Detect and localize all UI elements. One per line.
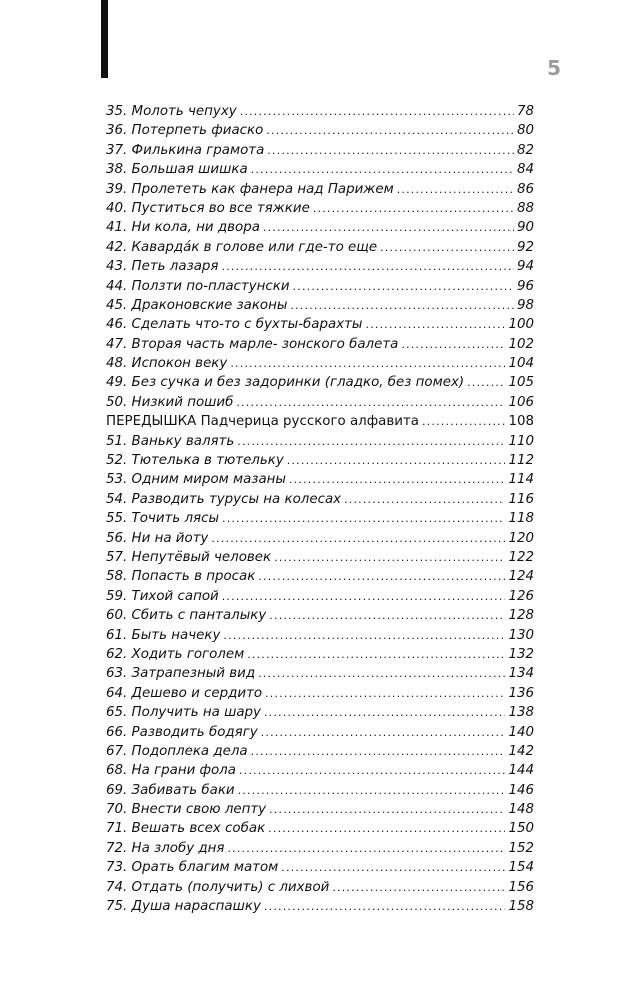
toc-entry-page: 104 <box>508 356 534 372</box>
toc-entry-page: 108 <box>508 414 534 430</box>
toc-entry <box>106 645 534 664</box>
dot-leader <box>264 703 505 722</box>
toc-entry-title: 46. Сделать что-то с бухты-барахты <box>106 317 363 333</box>
toc-entry-page: 122 <box>508 549 534 565</box>
dot-leader <box>332 878 505 897</box>
toc-entry-page: 150 <box>508 821 534 837</box>
toc-entry-page: 148 <box>508 802 534 818</box>
toc-entry-page: 105 <box>508 375 534 391</box>
toc-entry <box>106 315 534 334</box>
toc-entry-page: 120 <box>508 530 534 546</box>
dot-leader <box>293 277 514 296</box>
toc-entry-title: 69. Забивать баки <box>106 782 235 798</box>
dot-leader <box>251 160 514 179</box>
toc-entry-title: 37. Филькина грамота <box>106 142 265 158</box>
toc-entry-title: 70. Внести свою лепту <box>106 802 267 818</box>
toc-entry-title: 36. Потерпеть фиаско <box>106 123 264 139</box>
toc-entry <box>106 509 534 528</box>
dot-leader <box>281 858 505 877</box>
dot-leader <box>313 199 514 218</box>
toc-entry-page: 116 <box>508 491 534 507</box>
toc-entry-title: 44. Ползти по-пластунски <box>106 278 290 294</box>
dot-leader <box>263 218 514 237</box>
toc-entry-title: 75. Душа нараспашку <box>106 899 261 915</box>
toc-entry-page: 140 <box>508 724 534 740</box>
toc-entry <box>106 684 534 703</box>
toc-entry <box>106 121 534 140</box>
dot-leader <box>289 470 505 489</box>
dot-leader <box>422 412 505 431</box>
toc-entry <box>106 451 534 470</box>
toc-entry <box>106 218 534 237</box>
toc-entry <box>106 180 534 199</box>
toc-entry-page: 158 <box>508 899 534 915</box>
dot-leader <box>467 373 505 392</box>
toc-entry-page: 78 <box>516 104 534 119</box>
toc-entry-title: 41. Ни кола, ни двора <box>106 220 260 236</box>
toc-entry-title: 47. Вторая часть марле- зонского балета <box>106 336 399 352</box>
toc-entry-title: 61. Быть начеку <box>106 627 221 643</box>
dot-leader <box>227 839 505 858</box>
toc-entry-title: 68. На грани фола <box>106 763 236 779</box>
toc-entry-page: 146 <box>508 782 534 798</box>
toc-entry <box>106 335 534 354</box>
toc-entry-page: 100 <box>508 317 534 333</box>
dot-leader <box>230 354 505 373</box>
toc-entry <box>106 432 534 451</box>
toc-entry-page: 84 <box>516 162 534 178</box>
toc-entry-title: 48. Испокон веку <box>106 356 228 372</box>
toc-entry-page: 132 <box>508 646 534 662</box>
toc-entry <box>106 664 534 683</box>
dot-leader <box>222 509 505 528</box>
toc-entry-page: 138 <box>508 705 534 721</box>
toc-entry-page: 110 <box>508 433 534 449</box>
toc-entry-title: 64. Дешево и сердито <box>106 685 263 701</box>
toc-entry <box>106 470 534 489</box>
toc-entry-title: 43. Петь лазаря <box>106 259 219 275</box>
toc-entry-page: 102 <box>508 336 534 352</box>
toc-entry <box>106 819 534 838</box>
toc-entry <box>106 897 534 916</box>
toc-entry-title: 66. Разводить бодягу <box>106 724 258 740</box>
toc-entry <box>106 839 534 858</box>
toc-entry-page: 128 <box>508 608 534 624</box>
page-number: 5 <box>547 56 561 80</box>
toc-entry-title: 57. Непутёвый человек <box>106 549 272 565</box>
toc-entry-page: 118 <box>508 511 534 527</box>
dot-leader <box>397 180 514 199</box>
toc-entry <box>106 858 534 877</box>
toc-entry-page: 86 <box>516 181 534 197</box>
dot-leader <box>236 393 505 412</box>
toc-entry-page: 106 <box>508 394 534 410</box>
toc-entry-page: 154 <box>508 860 534 876</box>
toc-entry-title: 60. Сбить с панталыку <box>106 608 267 624</box>
toc-entry-title: 54. Разводить турусы на колесах <box>106 491 342 507</box>
toc-entry <box>106 490 534 509</box>
toc-entry-page: 152 <box>508 840 534 856</box>
toc-entry-page: 92 <box>516 239 534 255</box>
dot-leader <box>247 645 505 664</box>
toc-entry <box>106 723 534 742</box>
toc-entry <box>106 296 534 315</box>
toc-entry-page: 136 <box>508 685 534 701</box>
toc-entry-title: 45. Драконовские законы <box>106 297 288 313</box>
toc-entry <box>106 238 534 257</box>
dot-leader <box>287 451 506 470</box>
toc-entry <box>106 800 534 819</box>
toc-entry-title: 39. Пролететь как фанера над Парижем <box>106 181 394 197</box>
toc-entry-title: 51. Ваньку валять <box>106 433 235 449</box>
toc-entry <box>106 781 534 800</box>
table-of-contents <box>106 102 534 916</box>
toc-entry-title: 74. Отдать (получить) с лихвой <box>106 879 330 895</box>
toc-entry-title: 40. Пуститься во все тяжкие <box>106 200 310 216</box>
toc-entry-title: 67. Подоплека дела <box>106 743 248 759</box>
toc-entry <box>106 277 534 296</box>
toc-entry-title: 55. Точить лясы <box>106 511 220 527</box>
dot-leader <box>221 257 513 276</box>
toc-entry-page: 112 <box>508 453 534 469</box>
toc-entry-title: 35. Молоть чепуху <box>106 104 237 119</box>
dot-leader <box>267 141 514 160</box>
toc-entry-page: 156 <box>508 879 534 895</box>
dot-leader <box>222 587 506 606</box>
toc-entry <box>106 373 534 392</box>
toc-entry-title: 56. Ни на йоту <box>106 530 209 546</box>
toc-entry-title: 52. Тютелька в тютельку <box>106 453 284 469</box>
dot-leader <box>223 626 505 645</box>
toc-entry-page: 88 <box>516 200 534 216</box>
toc-entry-page: 144 <box>508 763 534 779</box>
toc-entry-title: 38. Большая шишка <box>106 162 248 178</box>
dot-leader <box>344 490 505 509</box>
toc-entry-page: 96 <box>516 278 534 294</box>
dot-leader <box>261 723 506 742</box>
toc-entry <box>106 199 534 218</box>
toc-entry-page: 126 <box>508 588 534 604</box>
toc-entry-title: 73. Орать благим матом <box>106 860 279 876</box>
toc-entry-title: 50. Низкий пошиб <box>106 394 234 410</box>
dot-leader <box>237 432 505 451</box>
toc-entry <box>106 160 534 179</box>
toc-entry-title: 58. Попасть в просак <box>106 569 256 585</box>
toc-entry-title: 62. Ходить гоголем <box>106 646 245 662</box>
dot-leader <box>238 781 506 800</box>
side-bar <box>101 0 108 78</box>
toc-entry-title: 42. Кавардáк в голове или где-то еще <box>106 239 378 255</box>
toc-entry-title: 71. Вешать всех собак <box>106 821 266 837</box>
toc-entry <box>106 393 534 412</box>
toc-entry-title: 63. Затрапезный вид <box>106 666 256 682</box>
toc-entry <box>106 761 534 780</box>
dot-leader <box>269 800 505 819</box>
toc-entry <box>106 703 534 722</box>
dot-leader <box>240 102 514 121</box>
toc-entry <box>106 354 534 373</box>
toc-entry-page: 98 <box>516 297 534 313</box>
toc-entry <box>106 587 534 606</box>
dot-leader <box>264 897 506 916</box>
toc-entry <box>106 141 534 160</box>
toc-entry <box>106 257 534 276</box>
dot-leader <box>265 684 505 703</box>
toc-entry-page: 90 <box>516 220 534 236</box>
dot-leader <box>258 664 505 683</box>
toc-entry-title: 72. На злобу дня <box>106 840 225 856</box>
toc-entry-page: 80 <box>516 123 534 139</box>
dot-leader <box>268 819 505 838</box>
toc-entry-page: 114 <box>508 472 534 488</box>
dot-leader <box>211 529 505 548</box>
toc-entry <box>106 102 534 121</box>
toc-entry-page: 134 <box>508 666 534 682</box>
toc-entry-title: 65. Получить на шару <box>106 705 261 721</box>
dot-leader <box>251 742 506 761</box>
toc-entry <box>106 626 534 645</box>
toc-entry <box>106 878 534 897</box>
toc-entry <box>106 412 534 431</box>
dot-leader <box>239 761 505 780</box>
toc-entry <box>106 567 534 586</box>
dot-leader <box>266 121 514 140</box>
toc-entry-page: 82 <box>516 142 534 158</box>
dot-leader <box>366 315 506 334</box>
dot-leader <box>401 335 505 354</box>
toc-entry-title: ПЕРЕДЫШКА Падчерица русского алфавита <box>106 414 419 430</box>
toc-entry-page: 130 <box>508 627 534 643</box>
toc-entry-page: 142 <box>508 743 534 759</box>
dot-leader <box>274 548 505 567</box>
toc-entry-title: 59. Тихой сапой <box>106 588 219 604</box>
toc-entry-page: 94 <box>516 259 534 275</box>
toc-entry <box>106 529 534 548</box>
toc-entry-page: 124 <box>508 569 534 585</box>
dot-leader <box>269 606 505 625</box>
toc-entry <box>106 548 534 567</box>
dot-leader <box>380 238 514 257</box>
dot-leader <box>258 567 505 586</box>
toc-entry-title: 53. Одним миром мазаны <box>106 472 286 488</box>
toc-entry <box>106 742 534 761</box>
dot-leader <box>290 296 514 315</box>
toc-entry <box>106 606 534 625</box>
toc-entry-title: 49. Без сучка и без задоринки (гладко, без помех) <box>106 375 465 391</box>
